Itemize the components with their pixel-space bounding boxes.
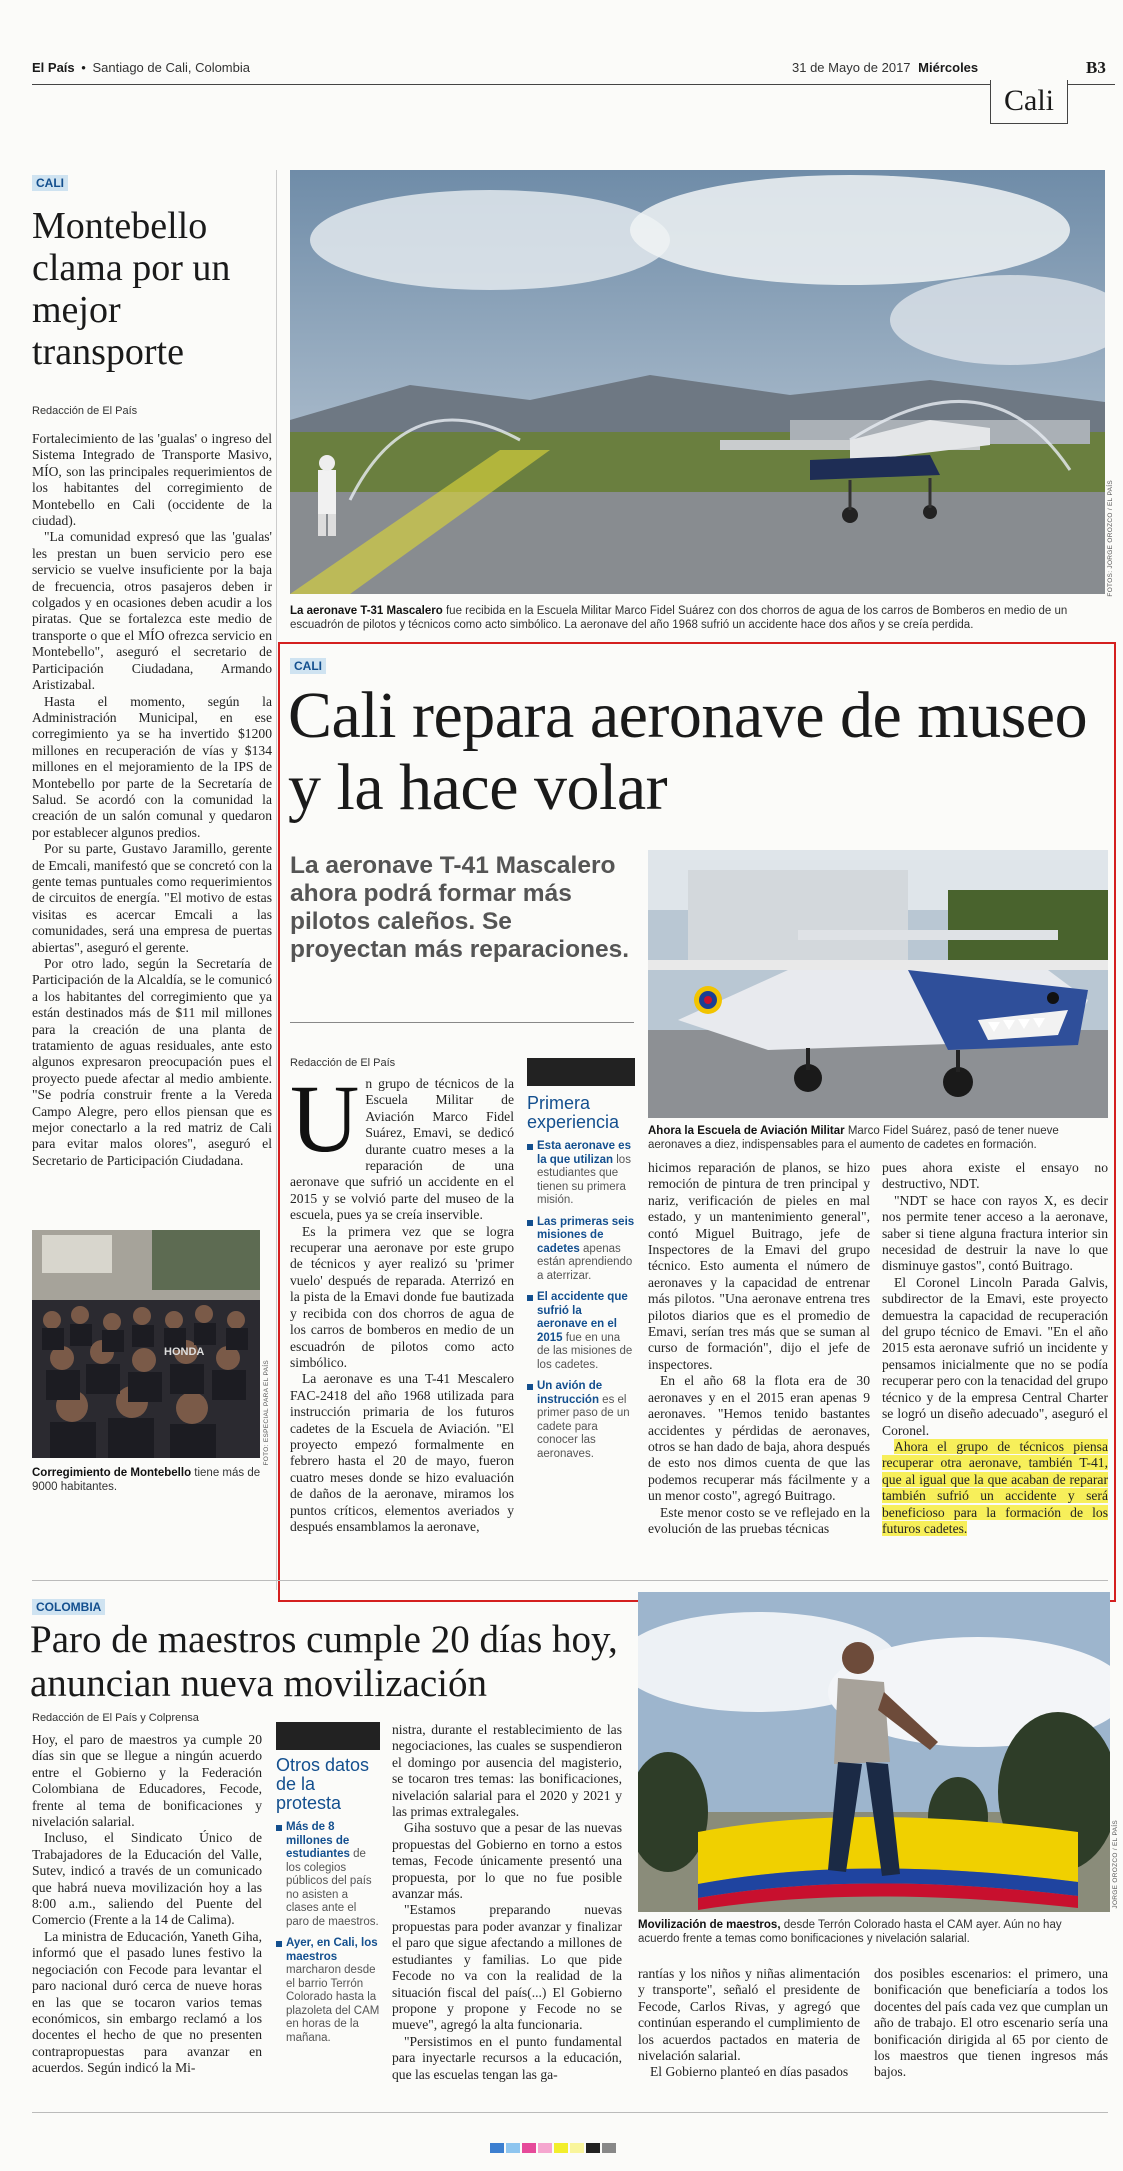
paro-kicker-wrap bbox=[32, 1596, 105, 1615]
sidebar-item bbox=[276, 1821, 380, 1929]
masthead-rule bbox=[32, 84, 1115, 85]
paro-col1 bbox=[32, 1732, 262, 2077]
aeronave-col3 bbox=[648, 1160, 870, 1537]
masthead-separator: • bbox=[81, 60, 86, 75]
paro-photo bbox=[638, 1592, 1110, 1912]
swatch bbox=[506, 2143, 520, 2153]
paro-col3 bbox=[392, 1722, 622, 2083]
montebello-caption bbox=[32, 1466, 264, 1494]
paragraph: Por otro lado, según la Secretaría de Participación de la Alcaldía, se le comunicó a los habitantes del corregimiento que ya están destinados más de $11 mil millones para la creación de una planta de tratamiento de aguas residuales, ante esto algunos expresaron preocupación pues el proyecto puede afectar al medio ambiente. "Se podría construir frente a la Vereda Campo Alegre, pero ellos piensan que es mejor conectarlo a la red matriz de Cali para evitar malos olores", aseguró el Secretario de Participación Ciudadana. bbox=[32, 956, 272, 1168]
montebello-kicker: CALI bbox=[32, 175, 68, 191]
paro-kicker: COLOMBIA bbox=[32, 1599, 105, 1615]
paro-col4 bbox=[638, 1966, 860, 2081]
aeronave-photo-caption bbox=[648, 1124, 1108, 1152]
print-bottom-rule bbox=[32, 2112, 1108, 2113]
sidebar-item-rest: es el primer paso de un cadete para conocer las aeronaves. bbox=[537, 1393, 630, 1460]
sidebar-item-bold: Más de 8 millones de estudiantes bbox=[286, 1821, 350, 1860]
section-rule bbox=[32, 1580, 1108, 1581]
aeronave-headline: Cali repara aeronave de museo y la hace volar bbox=[288, 679, 1088, 824]
color-registration-bar bbox=[490, 2138, 618, 2157]
sidebar-item-bold: Un avión de instrucción bbox=[537, 1380, 603, 1406]
paragraph: Hoy, el paro de maestros ya cumple 20 días sin que se llegue a ningún acuerdo entre el Gobierno y la Federación Colombiana de Educadores, Fecode, frente al tema de bonificaciones y nivelación salarial. bbox=[32, 1732, 262, 1830]
masthead-date-group bbox=[792, 60, 978, 75]
caption-bold: Corregimiento de Montebello bbox=[32, 1467, 192, 1479]
column-divider bbox=[276, 170, 277, 1590]
paragraph: Fortalecimiento de las 'gualas' o ingreso del Sistema Integrado de Transporte Masivo, MÍO, son las principales requerimientos de los habitantes del corregimiento de Montebello en Cali (occidente de la ciudad). bbox=[32, 431, 272, 529]
shirt-lettering: HONDA bbox=[164, 1346, 205, 1358]
sidebar-title: Primera experiencia bbox=[527, 1093, 620, 1132]
paragraph: hicimos reparación de planos, se hizo remoción de pintura de tren principal y nariz, verificación de pieles en mal estado, y un mantenimiento general", contó Miguel Buitrago, jefe de Inspectores de la Emavi del grupo técnico. Esto aumenta el número de aeronaves y la capacidad de entrenar más pilotos. "Una aeronave entrena tres pilotos diarios que es el promedio de Emavi, serían tres más que se suman al curso de formación", dijo el jefe de inspectores. bbox=[648, 1160, 870, 1372]
sidebar-item bbox=[527, 1380, 635, 1461]
paragraph: nistra, durante el restablecimiento de las negociaciones, las cuales se suspendieron el domingo por ausencia del magisterio, se tocaron tres temas: las bonificaciones, nivelación salarial para el 2020 y 2021 y las primas extralegales. bbox=[392, 1722, 622, 1820]
aeronave-kicker-wrap bbox=[290, 655, 326, 674]
sidebar-item-bold: Esta aeronave es la que utilizan bbox=[537, 1140, 631, 1166]
paragraph: En el año 68 la flota era de 30 aeronaves y en el 2015 eran apenas 9 aeronaves. "Hemos tenido bastantes accidentes y pérdidas de aeronaves, otros se han dado de baja, ahora después de esto nos dimos cuenta de que las podemos recuperar más fácilmente y a un menor costo", agregó Buitrago. bbox=[648, 1373, 870, 1504]
paro-byline: Redacción de El País y Colprensa bbox=[32, 1712, 199, 1724]
masthead-weekday: Miércoles bbox=[918, 60, 979, 75]
primera-experiencia-sidebar bbox=[527, 1058, 635, 1461]
sidebar-item bbox=[527, 1140, 635, 1208]
paro-photo-credit: JORGE OROZCO / EL PAÍS bbox=[1112, 1820, 1119, 1909]
aeronave-byline: Redacción de El País bbox=[290, 1057, 396, 1069]
swatch bbox=[490, 2143, 504, 2153]
paragraph: rantías y los niños y niñas alimentación y transporte", señaló el presidente de Fecode, Carlos Rivas, y agregó que continúan esperando el cumplimiento de los acuerdos pactados en materia de nivelación salarial. bbox=[638, 1966, 860, 2064]
sidebar-item-rest: marcharon desde el barrio Terrón Colorado hasta la plazoleta del CAM en horas de la mañana. bbox=[286, 1964, 380, 2044]
swatch bbox=[538, 2143, 552, 2153]
sidebar-item-rest: los estudiantes que tienen su primera misión. bbox=[537, 1153, 631, 1206]
airfield-illustration bbox=[290, 170, 1105, 594]
montebello-article bbox=[32, 172, 272, 1169]
aeronave-kicker: CALI bbox=[290, 658, 326, 674]
paragraph: "Estamos preparando nuevas propuestas para poder avanzar y finalizar el paro que sigue afectando a millones de estudiantes y familias. Lo que pide Fecode no va con la realidad de la situación fiscal del país(...) El Gobierno propone y propone y Fecode no se mueve", agregó la alta funcionaria. bbox=[392, 1902, 622, 2033]
sidebar-item bbox=[527, 1216, 635, 1284]
paragraph: n grupo de técnicos de la Escuela Militar de Aviación Marco Fidel Suárez, Emavi, se dedicó durante cuatro meses a la reparación de una aeronave que sufrió un accidente en el 2015 y se volvió parte del museo de la escuela, pues ya se creía inservible. bbox=[290, 1076, 514, 1223]
swatch bbox=[554, 2143, 568, 2153]
paragraph: Este menor costo se ve reflejado en la evolución de las pruebas técnicas bbox=[648, 1504, 870, 1536]
swatch bbox=[602, 2143, 616, 2153]
paragraph: "Persistimos en el punto fundamental para inyectarle recursos a la educación, que las escuelas tengan las ga- bbox=[392, 2033, 622, 2082]
sidebar-item bbox=[527, 1291, 635, 1372]
swatch bbox=[522, 2143, 536, 2153]
paragraph: Hasta el momento, según la Administración Municipal, en ese corregimiento ya se ha invertido $1200 millones en recuperación de vías y $134 millones en el mejoramiento de la IPS de Montebello por parte de la Secretaría de Salud. Se acordó con la comunidad la creación de un salón comunal y quedaron por establecer algunos predios. bbox=[32, 693, 272, 840]
sidebar-item-rest: fue en una de las misiones de los cadetes. bbox=[537, 1331, 633, 1371]
aeronave-col1 bbox=[290, 1065, 514, 1535]
caption-rest: tiene más de 9000 habitantes. bbox=[32, 1467, 261, 1493]
masthead-city: Santiago de Cali, Colombia bbox=[92, 60, 250, 75]
caption-rest: desde Terrón Colorado hasta el CAM ayer. Aún no hay acuerdo frente a temas como bonificaciones y nivelación salarial. bbox=[638, 1919, 1062, 1945]
montebello-byline: Redacción de El País bbox=[32, 405, 138, 417]
sidebar-bar bbox=[276, 1722, 380, 1750]
aeronave-col4 bbox=[882, 1160, 1108, 1537]
montebello-photo-credit: FOTO: ESPECIAL PARA EL PAÍS bbox=[263, 1360, 270, 1466]
sidebar-title: Otros datos de la protesta bbox=[276, 1755, 370, 1813]
swatch bbox=[586, 2143, 600, 2153]
montebello-headline: Montebello clama por un mejor transporte bbox=[32, 205, 231, 373]
aeronave-subhead: La aeronave T-41 Mascalero ahora podrá formar más pilotos caleños. Se proyectan más reparaciones. bbox=[290, 852, 630, 963]
paro-col5 bbox=[874, 1966, 1108, 2081]
paragraph: Es la primera vez que se logra recuperar una aeronave por este grupo de técnicos y ayer realizó su 'primer vuelo' después de reparada. Aterrizó en la pista de la Emavi donde fue bautizada y recibida con dos chorros de agua de los carros de bomberos en medio de un escuadrón de pilotos como acto simbólico. bbox=[290, 1223, 514, 1370]
paragraph: dos posibles escenarios: el primero, una bonificación que beneficiaría a todos los docentes del país cada vez que cumplan un año de trabajo. El otro escenario sería una bonificación dirigida al 65 por ciento de los maestros que tienen ingresos más bajos. bbox=[874, 1966, 1108, 2080]
montebello-photo bbox=[32, 1230, 260, 1458]
sidebar-item bbox=[276, 1937, 380, 2045]
caption-rest: Marco Fidel Suárez, pasó de tener nueve aeronaves a diez, indispensables para el aumento de cadetes en formación. bbox=[648, 1125, 1059, 1151]
paragraph: Giha sostuvo que a pesar de las nuevas propuestas del Gobierno en torno a estos temas, Fecode únicamente presentó una propuesta, por lo que no fue posible avanzar más. bbox=[392, 1820, 622, 1902]
paragraph: Por su parte, Gustavo Jaramillo, gerente de Emcali, manifestó que se concretó con la gente temas puntuales como requerimientos de circuitos de energía. "El motivo de estas visitas es acercar Emcali a las comunidades, será una empresa de puertas abiertas", aseguró el gerente. bbox=[32, 841, 272, 955]
caption-bold: Ahora la Escuela de Aviación Militar bbox=[648, 1125, 845, 1137]
paragraph: pues ahora existe el ensayo no destructivo, NDT. bbox=[882, 1160, 1108, 1192]
sidebar-item-rest: apenas están aprendiendo a aterrizar. bbox=[537, 1242, 633, 1282]
paragraph: Incluso, el Sindicato Único de Trabajadores de la Educación del Valle, Sutev, indicó a través de un comunicado que habrá nueva movilización hoy a las 8:00 a.m., saliendo del Puente del Comercio (Frente a la 14 de Calima). bbox=[32, 1830, 262, 1928]
masthead bbox=[32, 60, 1112, 86]
aeronave-photo bbox=[648, 850, 1108, 1118]
dropcap: U bbox=[290, 1065, 360, 1172]
caption-bold: Movilización de maestros, bbox=[638, 1919, 781, 1931]
plane-illustration bbox=[648, 850, 1108, 1118]
march-illustration bbox=[638, 1592, 1110, 1912]
masthead-date: 31 de Mayo de 2017 bbox=[792, 60, 911, 75]
paper-name: El País bbox=[32, 60, 75, 75]
page-number: B3 bbox=[1086, 58, 1106, 77]
highlighted-text: Ahora el grupo de técnicos piensa recuperar otra aeronave, también T-41, que al igual que la que acaban de reparar también sufrió un accidente y será beneficioso para la formación de los futuros cadetes. bbox=[882, 1438, 1108, 1536]
caption-rest: fue recibida en la Escuela Militar Marco Fidel Suárez con dos chorros de agua de los carros de Bomberos en medio de un escuadrón de pilotos y técnicos como acto simbólico. La aeronave del año 1968 sufrió un accidente hace dos años y se creía perdida. bbox=[290, 605, 1068, 631]
paragraph bbox=[882, 1439, 1108, 1537]
swatch bbox=[570, 2143, 584, 2153]
paragraph: La aeronave es una T-41 Mescalero FAC-2418 del año 1968 utilizada para instrucción primaria de los futuros cadetes de la Escuela de Aviación. "El proyecto empezó formalmente en febrero hasta el 20 de mayo, fueron cuatro meses donde se hizo evaluación de daños de la aeronave, miramos los puntos críticos, elementos averiados y después ensamblamos la aeronave, bbox=[290, 1371, 514, 1534]
section-name: Cali bbox=[1004, 84, 1054, 117]
paragraph: La ministra de Educación, Yaneth Giha, informó que el pasado lunes festivo la negociación con Fecode para levantar el paro nacional duró cerca de nueve horas en las que se tocaron varios temas económicos, sin embargo reclamó a los docentes el hecho de que no presenten contrapropuestas para avanzar en acuerdos. Según indicó la Mi- bbox=[32, 1928, 262, 2076]
paragraph: "NDT se hace con rayos X, es decir nos permite tener acceso a la aeronave, saber si tiene alguna fractura interior sin necesidad de destruir la nave lo que disminuye gastos", contó Buitrago. bbox=[882, 1192, 1108, 1274]
montebello-body bbox=[32, 431, 272, 1169]
top-photo bbox=[290, 170, 1105, 594]
top-photo-credit: FOTOS: JORGE OROZCO / EL PAÍS bbox=[1107, 480, 1114, 597]
subhead-rule bbox=[290, 1022, 634, 1023]
paragraph: El Coronel Lincoln Parada Galvis, subdirector de la Emavi, este proyecto demuestra la capacidad de recuperación del grupo técnico de Emavi. "En el año 2015 esta aeronave sufrió un incidente y pensamos inicialmente que no se podía recuperar pero con la tenacidad del grupo técnico y de la empresa Central Charter se logró un diseño adecuado", aseguró el Coronel. bbox=[882, 1274, 1108, 1438]
sidebar-item-rest: de los colegios públicos del país no asisten a clases ante el paro de maestros. bbox=[286, 1848, 379, 1928]
paragraph: "La comunidad expresó que las 'gualas' les prestan un buen servicio pero ese servicio se vuelve insuficiente por la baja de frecuencia, otros pasajeros deben ir colgados y en ocasiones deben acudir a los piratas. Que se fortalezca este medio de transporte o que el MÍO ofrezca servicio en Montebello", aseguró el secretario de Participación Ciudadana, Armando Aristizabal. bbox=[32, 529, 272, 693]
paragraph: El Gobierno planteó en días pasados bbox=[650, 2064, 849, 2080]
sidebar-item-bold: Las primeras seis misiones de cadetes bbox=[537, 1215, 635, 1255]
section-tab bbox=[990, 80, 1068, 124]
paro-headline: Paro de maestros cumple 20 días hoy, anuncian nueva movilización bbox=[30, 1618, 618, 1705]
otros-datos-sidebar bbox=[276, 1722, 380, 2045]
top-photo-caption bbox=[290, 604, 1105, 632]
paro-photo-caption bbox=[638, 1918, 1106, 1946]
sidebar-item-bold: El accidente que sufrió la aeronave en el 2015 bbox=[537, 1291, 628, 1344]
audience-illustration bbox=[32, 1230, 260, 1458]
caption-bold: La aeronave T-31 Mascalero bbox=[290, 605, 443, 617]
sidebar-bar bbox=[527, 1058, 635, 1086]
sidebar-item-bold: Ayer, en Cali, los maestros bbox=[286, 1937, 378, 1963]
